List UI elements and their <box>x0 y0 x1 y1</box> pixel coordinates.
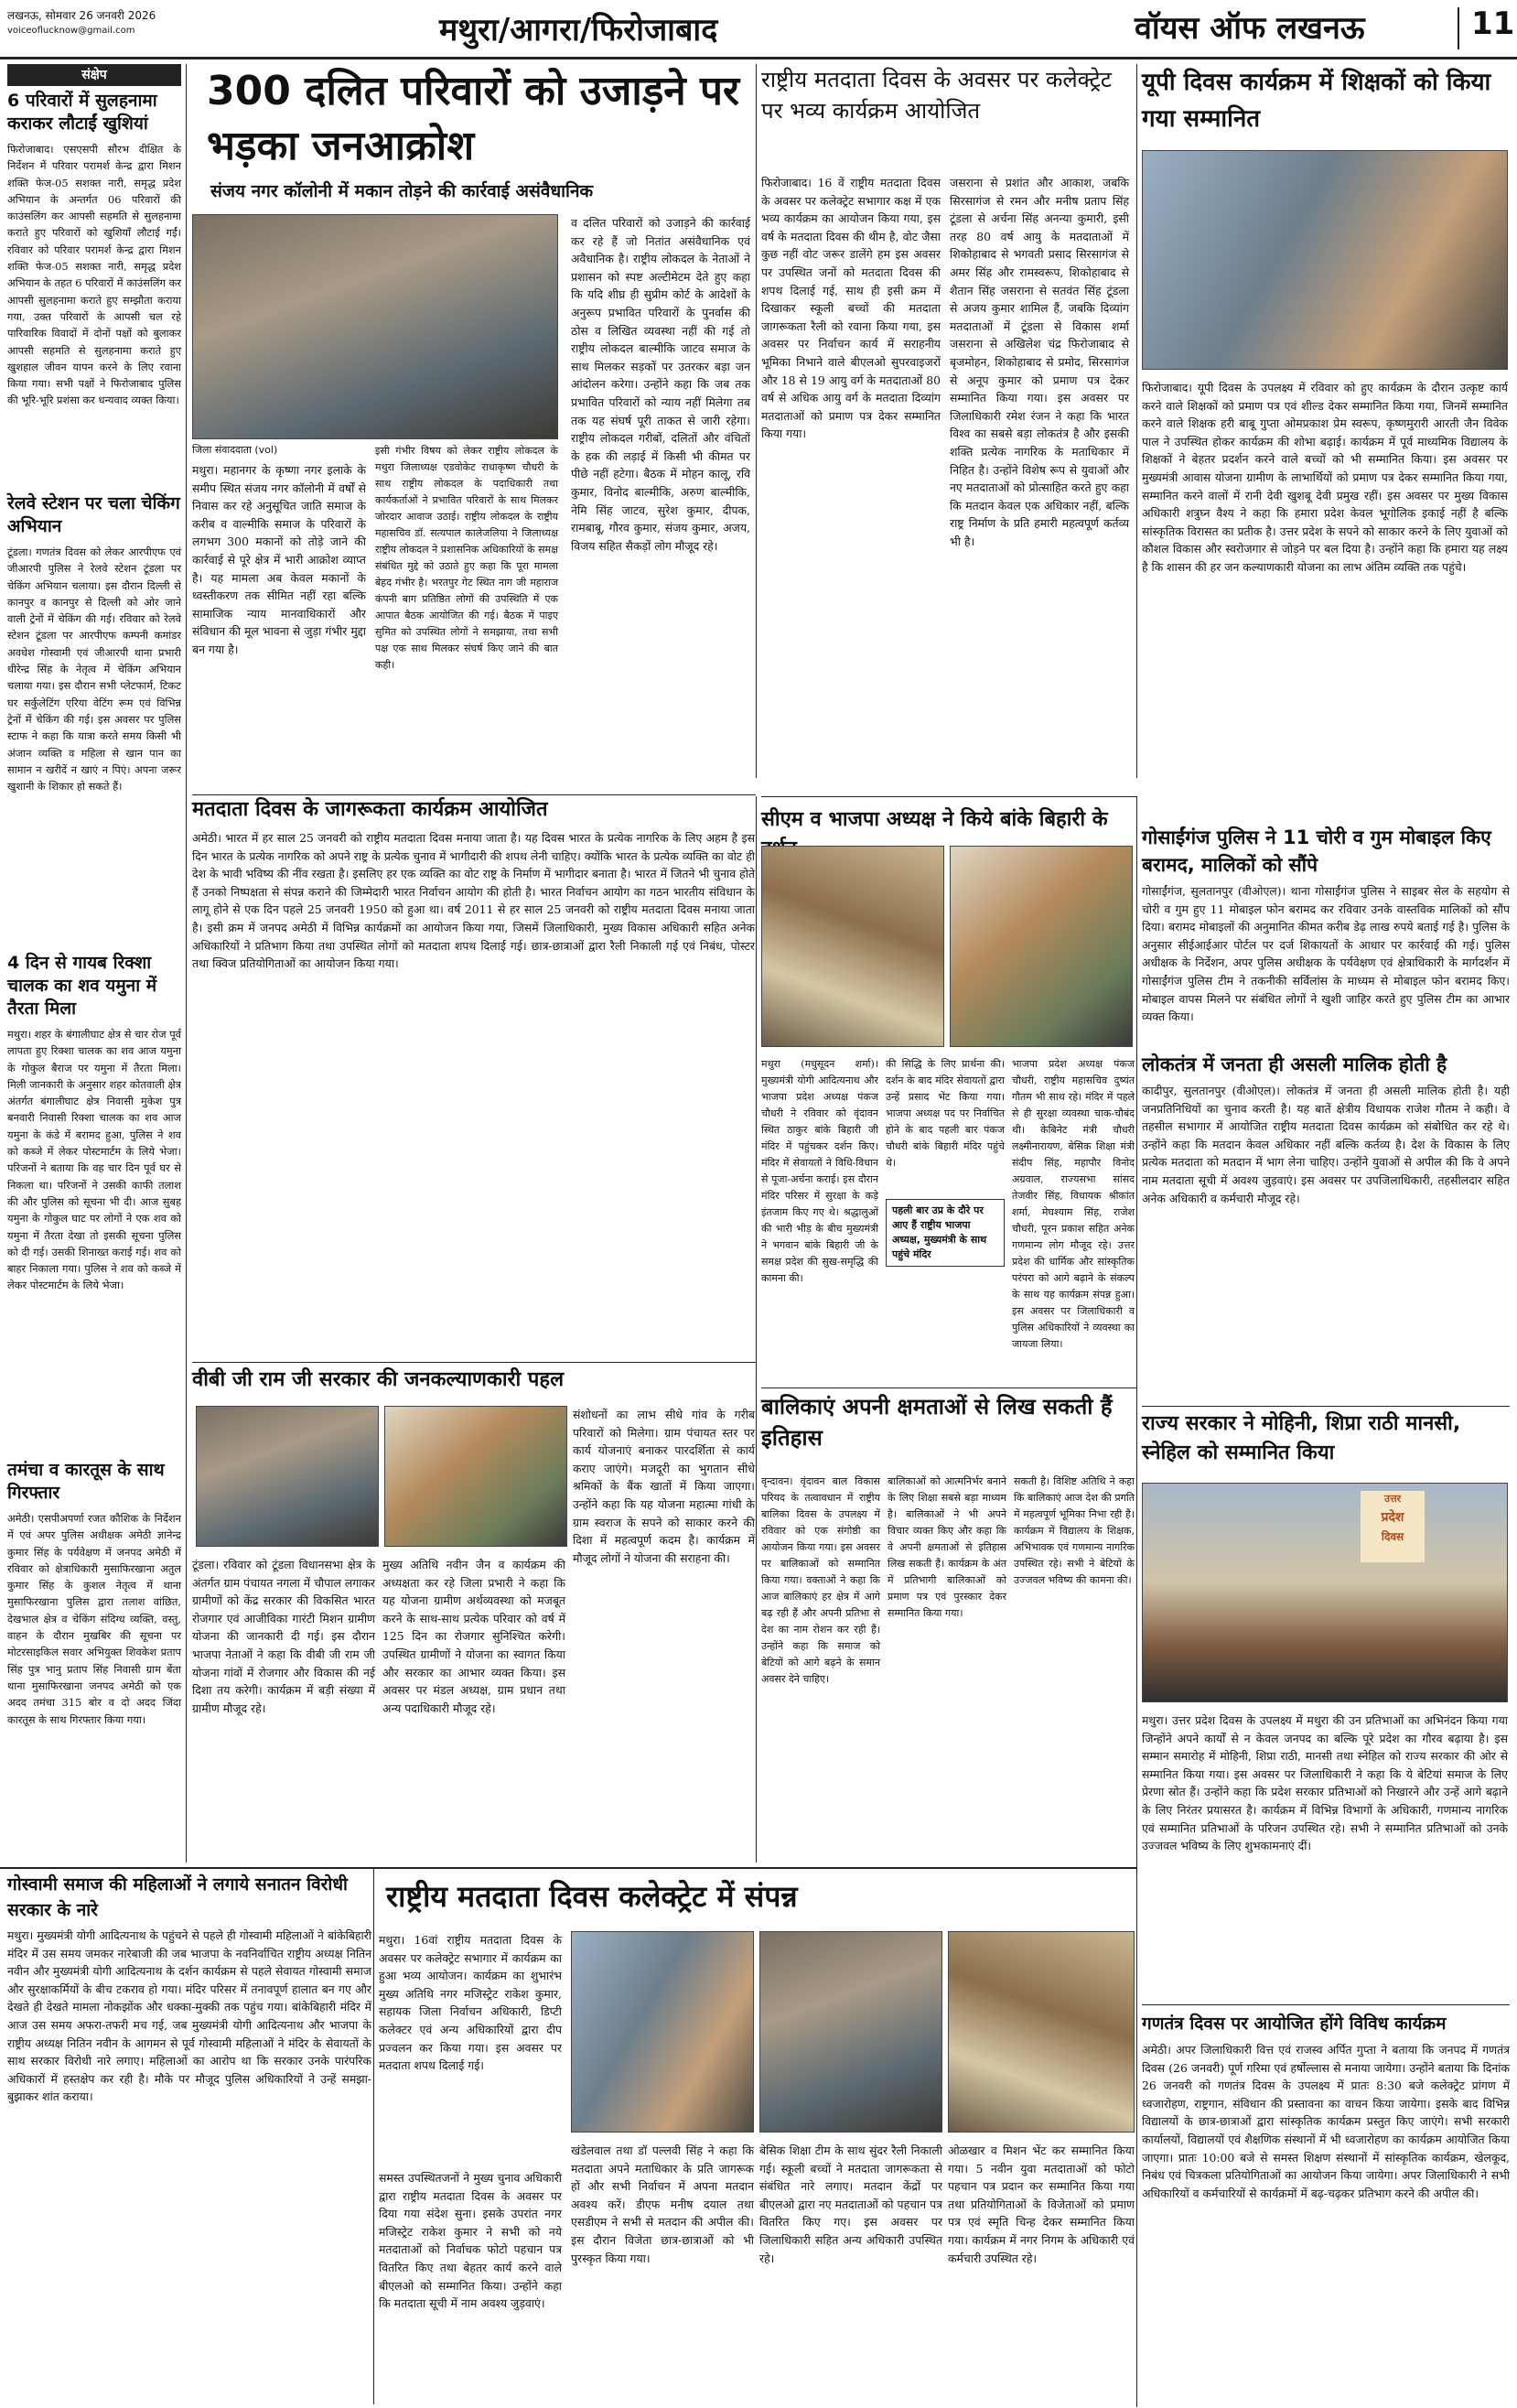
republic-headline: गणतंत्र दिवस पर आयोजित होंगे विविध कार्यक्रम <box>1142 2014 1447 2034</box>
voter-day-1-col-b: जसराना से प्रशांत और आकाश, जबकि सिरसागंज से रमन और मनीष प्रताप सिंह टूंडला से अर्चना सिंह अनन्या कुमारी, इसी तरह 80 वर्ष आयु के मतदाताओं में शिकोहाबाद से भगवती प्रसाद सिरसागंज से अमर सिंह और रामस्वरूप, शिकोहाबाद से शैतान सिंह जसराना से सतवंत सिंह टूंडला से अजय कुमार शामिल हैं, जबकि दिव्यांग मतदाताओं में टूंडला से विकास शर्मा जसराना से अखिलेश चंद्र फिरोजाबाद से बृजमोहन, शिकोहाबाद से प्रमोद, सिरसागंज से अनूप कुमार को प्रमाण पत्र देकर सम्मानित किया गया। इस अवसर पर जिलाधिकारी रमेश रंजन ने कहा कि भारत विश्व का सबसे बड़ा लोकतंत्र है और इसकी शक्ति प्रत्येक नागरिक के मताधिकार में निहित है। उन्होंने विशेष रूप से युवाओं और नए मतदाताओं को प्रोत्साहित करते हुए कहा कि मतदान केवल एक अधिकार नहीं, बल्कि राष्ट्र निर्माण के प्रति हमारी महत्वपूर्ण कर्तव्य भी है। <box>950 176 1129 548</box>
bihari-highlight: पहली बार उप्र के दौरे पर आए हैं राष्ट्रीय भाजपा अध्यक्ष, मुख्यमंत्री के साथ पहुंचे मंदिर <box>886 1199 1005 1267</box>
voter-day-2-photo-1 <box>571 1931 754 2133</box>
voter-day-2 <box>379 1876 1138 2403</box>
goswami-headline: गोस्वामी समाज की महिलाओं ने लगाये सनातन विरोधी सरकार के नारे <box>7 1874 348 1920</box>
girls-col-c: सकती है। विशिष्ट अतिथि ने कहा कि बालिकाएं आज देश की प्रगति में महत्वपूर्ण भूमिका निभा रही हैं। कार्यक्रम में विद्यालय के शिक्षक, अभिभावक एवं गणमान्य नागरिक उपस्थित रहे। सभी ने बेटियों के उज्जवल भविष्य की कामना की। <box>1014 1475 1135 1586</box>
bihari-col-b: की सिद्धि के लिए प्रार्थना की। दर्शन के बाद मंदिर सेवायतों द्वारा उन्हें प्रसाद भेंट किया गया। भाजपा अध्यक्ष पद पर निर्वाचित होने के बाद पहली बार पंकज चौधरी बांके बिहारी मंदिर पहुंचे थे। <box>886 1058 1005 1169</box>
welfare-photo-1 <box>196 1406 379 1547</box>
welfare-col-a: टूंडला। रविवार को टूंडला विधानसभा क्षेत्र के अंतर्गत ग्राम पंचायत नगला में चौपाल लगाकर ग्रामीणों को केंद्र सरकार की विकसित भारत रोजगार एवं आजीविका गारंटी मिशन ग्रामीण योजना की जानकारी दी गई। इस दौरान भाजपा नेताओं ने कहा कि वीबी जी राम जी योजना गांवों में रोजगार और विकास की नई दिशा तय करेगी। कार्यक्रम में बड़ी संख्या में ग्रामीण मौजूद रहे। <box>192 1558 375 1715</box>
republic-body: अमेठी। अपर जिलाधिकारी वित्त एवं राजस्व अर्पित गुप्ता ने बताया कि जनपद में गणतंत्र दिवस (26 जनवरी) पूर्ण गरिमा एवं हर्षोल्लास से मनाया जायेगा। उन्होंने बताया कि दिनांक 26 जनवरी को गणतंत्र दिवस के उपलक्ष्य में प्रातः 8:30 बजे कलेक्ट्रेट प्रांगण में ध्वजारोहण, राष्ट्रगान, संविधान की प्रस्तावना का वाचन किया जायेगा। इसके बाद विभिन्न विद्यालयों के छात्र-छात्राओं द्वारा सांस्कृतिक कार्यक्रम प्रस्तुत किए जाएंगे। सभी सरकारी कार्यालयों, विद्यालयों एवं शैक्षणिक संस्थानों में भी ध्वजारोहण का कार्यक्रम आयोजित किया जाएगा। प्रातः 10:00 बजे से समस्त शिक्षण संस्थानों में सांस्कृतिक कार्यक्रम, खेलकूद, निबंध एवं चित्रकला प्रतियोगिताओं का आयोजन किया जायेगा। अपर जिलाधिकारी ने सभी अधिकारियों व कर्मचारियों से कार्यक्रमों में बढ़-चढ़कर प्रतिभाग करने की अपील की। <box>1142 2043 1510 2200</box>
republic-story <box>1142 2010 1510 2403</box>
brief-2-body: टूंडला। गणतंत्र दिवस को लेकर आरपीएफ एवं जीआरपी पुलिस ने रेलवे स्टेशन टूंडला पर चेकिंग अभियान चलाया। इस दौरान दिल्ली से कानपुर व कानपुर से दिल्ली को ओर जाने वाली ट्रेनों में चेकिंग की गई। रविवार को रेलवे स्टेशन टूंडला पर आरपीएफ कम्पनी कमांडर अवधेश गोस्वामी एवं जीआरपी थाना प्रभारी धीरेन्द्र सिंह के नेतृत्व में चेकिंग अभियान चलाया गया। इस दौरान सभी प्लेटफार्म, टिकट घर सर्कुलेटिंग एरिया वेटिंग रूम एवं विभिन्न ट्रेनों में चेकिंग की गई। इस अवसर पर पुलिस स्टाफ ने कहा कि यात्रा करते समय किसी भी अंजान व्यक्ति व महिला से खान पान का सामान न खरीदें न खाएं न पिएं। अपना जरूर खुशानी के शिकार हो सकते हैं। <box>7 545 181 794</box>
mohini-body: मथुरा। उत्तर प्रदेश दिवस के उपलक्ष्य में मथुरा की उन प्रतिभाओं का अभिनंदन किया गया जिन्होंने अपने कार्यों से न केवल जनपद का बल्कि पूरे प्रदेश का गौरव बढ़ाया है। इस सम्मान समारोह में मोहिनी, शिप्रा राठी, मानसी तथा स्नेहिल को राज्य सरकार की ओर से सम्मानित किया गया। इस अवसर पर जिलाधिकारी ने कहा कि ये बेटियां समाज के लिए प्रेरणा स्रोत हैं। उन्होंने कहा कि प्रदेश सरकार प्रतिभाओं को निखारने और उन्हें आगे बढ़ाने के लिए निरंतर प्रयासरत है। कार्यक्रम में विभिन्न विभागों के अधिकारी, गणमान्य नागरिक एवं सम्मानित प्रतिभाओं के परिजन उपस्थित रहे। सभी ने सम्मानित प्रतिभाओं को उनके उज्जवल भविष्य के लिए शुभकामनाएं दीं। <box>1142 1713 1508 1853</box>
voter-day-2-col-d: बेसिक शिक्षा टीम के साथ सुंदर रैली निकाली गई। स्कूली बच्चों ने मतदाता जागरूकता से संबंधित नारे लगाए। मतदान केंद्रों पर बीएलओ द्वारा नए मतदाताओं को पहचान पत्र वितरित किए गए। इस अवसर पर जिलाधिकारी सहित अन्य अधिकारी उपस्थित रहे। <box>759 2143 942 2265</box>
lead-col-b: मथुरा। महानगर के कृष्णा नगर इलाके के समीप स्थित संजय नगर कॉलोनी में वर्षों से निवास कर रहे अनुसूचित जाति समाज के करीब व वाल्मीकि समाज के परिवारों के लगभग 300 मकानों को तोड़े जाने की कार्रवाई से पूरे क्षेत्र में भारी आक्रोश व्याप्त है। यह मामला अब केवल मकानों के ध्वस्तीकरण तक सीमित नहीं रहा बल्कि सामाजिक न्याय मानवाधिकारों और संविधान की मूल भावना से जुड़ा गंभीर मुद्दा बन गया है। <box>192 463 366 656</box>
bihari-story <box>761 805 1135 1391</box>
voter-day-2-col-a: मथुरा। 16वां राष्ट्रीय मतदाता दिवस के अवसर पर कलेक्ट्रेट सभागार में कार्यक्रम का हुआ भव्य आयोजन। कार्यक्रम का शुभारंभ मुख्य अतिथि नगर मजिस्ट्रेट राकेश कुमार, सहायक जिला निर्वाचन अधिकारी, डिप्टी कलेक्टर एवं अन्य अधिकारियों द्वारा दीप प्रज्वलन कर किया गया। इस अवसर पर मतदाता शपथ दिलाई गई। <box>379 1933 562 2073</box>
brief-3 <box>7 952 181 1446</box>
voter-day-2-col-e: ओळखार व मिशन भेंट कर सम्मानित किया गया। 5 नवीन युवा मतदाताओं को फोटो पहचान पत्र प्रदान कर सम्मानित किया गया तथा प्रतियोगिताओं के विजेताओं को प्रमाण पत्र एवं स्मृति चिन्ह देकर सम्मानित किया गया। कार्यक्रम में नगर निगम के अधिकारी एवं कर्मचारी उपस्थित रहे। <box>948 2143 1135 2265</box>
page-number: 11 <box>1471 5 1515 42</box>
goswami-body: मथुरा। मुख्यमंत्री योगी आदित्यनाथ के पहुंचने से पहले ही गोस्वामी महिलाओं ने बांकेबिहारी मंदिर में उस समय जमकर नारेबाजी की जब भाजपा के नवनिर्वाचित राष्ट्रीय अध्यक्ष नितिन नवीन और मुख्यमंत्री योगी आदित्यनाथ के दर्शन कार्यक्रम से पहले सेवायत गोस्वामी समाज और सुरक्षाकर्मियों के बीच टकराव हो गया। मंदिर परिसर में तनावपूर्ण हालात बन गए और देखते ही देखते मामला नोकझोंक और धक्का-मुक्की तक पहुंच गया। बांकेबिहारी मंदिर में आज उस समय अफरा-तफरी मच गई, जब मुख्यमंत्री योगी आदित्यनाथ और भाजपा के राष्ट्रीय अध्यक्ष नितिन नवीन के आगमन से पूर्व गोस्वामी महिलाओं ने मंदिर के सेवायतों के साथ सरकार विरोधी नारे लगाए। महिलाओं का आरोप था कि सरकार उनके पारंपरिक अधिकारों में हस्तक्षेप कर रही है। मौके पर मौजूद पुलिस अधिकारियों ने उन्हें समझा-बुझाकर शांत कराया। <box>7 1928 371 2104</box>
goswami-story <box>7 1872 371 2403</box>
awareness-headline: मतदाता दिवस के जागरूकता कार्यक्रम आयोजित <box>192 798 548 821</box>
police-story <box>1142 824 1510 1043</box>
teachers-story <box>1142 64 1510 824</box>
voter-day-1-headline: राष्ट्रीय मतदाता दिवस के अवसर पर कलेक्ट्रेट पर भव्य कार्यक्रम आयोजित <box>761 67 1112 124</box>
voter-day-2-photo-2 <box>759 1931 942 2133</box>
section-title: मथुरा/आगरा/फिरोजाबाद <box>439 12 718 49</box>
democracy-story <box>1142 1051 1510 1398</box>
girls-col-a: वृन्दावन। वृंदावन बाल विकास परियद के तत्वावधान में राष्ट्रीय बालिका दिवस के उपलक्ष्य में रविवार को एक संगोष्ठी का आयोजन किया गया। इस अवसर पर बालिकाओं को सम्मानित किया गया। वक्ताओं ने कहा कि आज बालिकाएं हर क्षेत्र में आगे बढ़ रही हैं और अपनी प्रतिभा से देश का नाम रोशन कर रही हैं। उन्होंने कहा कि समाज को बेटियों को आगे बढ़ने के समान अवसर देने चाहिए। <box>761 1475 880 1685</box>
lead-col-a: इसी गंभीर विषय को लेकर राष्ट्रीय लोकदल के मथुरा जिलाध्यक्ष एडवोकेट राधाकृष्ण चौधरी के साथ राष्ट्रीय लोकदल के पदाधिकारी तथा कार्यकर्ताओं ने प्रभावित परिवारों के साथ मिलकर जोरदार आवाज उठाई। राष्ट्रीय लोकदल के राष्ट्रीय महासचिव डॉ. सत्यपाल कालेजलिया ने जिलाध्यक्ष राष्ट्रीय लोकदल ने प्रशासनिक अधिकारियों के समक्ष संबंधित मुद्दे को उठाते हुए कहा कि पूरा मामला बेहद गंभीर है। भरतपुर गेट स्थित नाग जी महाराज कंपनी बाग प्रतिष्ठित लोगों की उपस्थिति में एक आपात बैठक आयोजित की गई। बैठक में पाइए सुमित को उपस्थित लोगों ने समझाया, तथा सभी पक्ष एक साथ मिलकर संघर्ष किए जाने की बात कही। <box>375 445 558 671</box>
brief-3-headline: 4 दिन से गायब रिक्शा चालक का शव यमुना में तैरता मिला <box>7 953 157 1019</box>
police-headline: गोसाईंगंज पुलिस ने 11 चोरी व गुम मोबाइल किए बरामद, मालिकों को सौंपे <box>1142 826 1491 876</box>
welfare-photo-2 <box>384 1406 567 1547</box>
girls-story <box>761 1391 1135 1840</box>
date-line: लखनऊ, सोमवार 26 जनवरी 2026 <box>7 9 156 22</box>
awareness-story <box>192 796 755 1355</box>
brief-1 <box>7 90 181 485</box>
democracy-headline: लोकतंत्र में जनता ही असली मालिक होती है <box>1142 1053 1447 1075</box>
voter-day-2-photo-3 <box>948 1931 1135 2133</box>
lead-photo-caption: जिला संवाददाता (vol) <box>192 444 278 456</box>
lead-subhead: संजय नगर कॉलोनी में मकान तोड़ने की कार्रवाई असंवैधानिक <box>210 181 594 201</box>
lead-headline: 300 दलित परिवारों को उजाड़ने पर भड़का जनआक्रोश <box>207 68 740 169</box>
bihari-photo-2 <box>950 846 1133 1047</box>
voter-day-1 <box>761 64 1132 778</box>
voter-day-2-headline: राष्ट्रीय मतदाता दिवस कलेक्ट्रेट में संपन्न <box>386 1879 798 1914</box>
mohini-headline: राज्य सरकार ने मोहिनी, शिप्रा राठी मानसी, स्नेहिल को सम्मानित किया <box>1142 1412 1461 1464</box>
girls-headline: बालिकाएं अपनी क्षमताओं से लिख सकती हैं इतिहास <box>761 1394 1113 1451</box>
girls-col-b: बालिकाओं को आत्मनिर्भर बनाने के लिए शिक्षा सबसे बड़ा माध्यम है। बालिकाओं ने भी अपने विचार व्यक्त किए और कहा कि वे अपनी क्षमताओं से इतिहास लिख सकती हैं। कार्यक्रम के अंत में प्रतिभागी बालिकाओं को प्रमाण पत्र एवं पुरस्कार देकर सम्मानित किया गया। <box>888 1475 1006 1619</box>
bihari-headline: सीएम व भाजपा अध्यक्ष ने किये बांके बिहारी के <box>761 808 1108 831</box>
lead-col-c: व दलित परिवारों को उजाड़ने की कार्रवाई कर रहे हैं जो नितांत असंवैधानिक एवं अवैधानिक है। राष्ट्रीय लोकदल के नेताओं ने प्रशासन को स्पष्ट अल्टीमेटम देते हुए कहा कि यदि शीघ्र ही सुप्रीम कोर्ट के आदेशों के अनुरूप प्रभावित परिवारों के पुनर्वास की ठोस व लिखित व्यवस्था नहीं की गई तो राष्ट्रीय लोकदल बाल्मीकि जाटव समाज के साथ मिलकर सड़कों पर उतरकर बड़ा जन आंदोलन करेगा। उन्होंने कहा कि जब तक प्रभावित परिवारों को न्याय नहीं मिलेगा तब तक यह संघर्ष पूरी ताकत से जारी रहेगा। राष्ट्रीय लोकदल गरीबों, दलितों और वंचितों के हक की लड़ाई में किसी भी कीमत पर पीछे नहीं हटेगा। बैठक में मोहन कालू, रवि कुमार, विनोद बाल्मीकि, अरुण बाल्मीकि, नेमि सिंह जाटव, सुरेश कुमार, दीपक, रामबाबू, गौरव कुमार, संजय कुमार, अजय, विजय सहित सैकड़ों लोग मौजूद रहे। <box>571 216 750 553</box>
lead-story <box>192 64 750 796</box>
teachers-body: फिरोजाबाद। यूपी दिवस के उपलक्ष्य में रविवार को हुए कार्यक्रम के दौरान उत्कृष्ट कार्य करने वाले शिक्षकों को प्रमाण पत्र एवं शील्ड देकर सम्मानित किया गया, जिनमें सम्मानित करने वाले शिक्षक हरी बाबू गुप्ता ओमप्रकाश प्रेम स्वरूप, कृष्णमुरारी आरती जैन विवेक पाल ने उपस्थित होकर कार्यक्रम की शोभा बढ़ाई। कार्यक्रम में पूर्व माध्यमिक विद्यालय के शिक्षकों ने बेहतर प्रदर्शन करने वाले बच्चों को भी सम्मानित किया। इस अवसर पर मुख्यमंत्री आवास योजना ग्रामीण के लाभार्थियों को प्रमाण पत्र देकर सम्मानित किया गया, सम्मानित करने वालों में रानी देवी खुशबू देवी प्रमुख रहीं। इस अवसर पर मुख्य विकास अधिकारी शत्रुघ्न वैश्य ने कहा कि हमारा प्रदेश केवल भूगोलिक इकाई नहीं है बल्कि सांस्कृतिक विरासत का प्रतीक है। उत्तर प्रदेश के सपने को साकार करने के लिए युवाओं को कौशल विकास और स्वरोजगार से जोड़ने पर बल दिया है। उन्होंने कहा कि हमारा यह लक्ष्य है कि शासन की हर जन कल्याणकारी योजना का लाभ अंतिम व्यक्ति तक पहुंचे। <box>1142 381 1508 574</box>
democracy-body: कादीपुर, सुलतानपुर (वीओएल)। लोकतंत्र में जनता ही असली मालिक होती है। यही जनप्रतिनिधियों का चुनाव करती है। यह बातें क्षेत्रीय विधायक राजेश गौतम ने कही। वे तहसील सभागार में आयोजित राष्ट्रीय मतदाता दिवस कार्यक्रम को संबोधित कर रहे थे। उन्होंने कहा कि मतदान केवल अधिकार नहीं बल्कि कर्तव्य है। देश के विकास के लिए प्रत्येक मतदाता को मतदान में भाग लेना चाहिए। उन्होंने युवाओं से अपील की कि वे अपने नाम मतदाता सूची में अवश्य जुड़वाएं। इस अवसर पर उपजिलाधिकारी, तहसीलदार सहित अनेक अधिकारी व कर्मचारी मौजूद रहे। <box>1142 1084 1510 1205</box>
up-diwas-banner: उत्तर प्रदेश दिवस <box>1361 1491 1425 1562</box>
mohini-story <box>1142 1409 1510 1995</box>
police-body: गोसाईंगंज, सुलतानपुर (वीओएल)। थाना गोसाईंगंज पुलिस ने साइबर सेल के सहयोग से चोरी व गुम हुए 11 मोबाइल फोन बरामद कर रविवार उनके वास्तविक मालिकों को सौंप दिया। बरामद मोबाइलों की अनुमानित कीमत करीब डेढ़ लाख रुपये बताई गई है। पुलिस के अनुसार सीईआईआर पोर्टल पर दर्ज शिकायतों के आधार पर कार्रवाई की गई। पुलिस अधीक्षक के निर्देशन, अपर पुलिस अधीक्षक के पर्यवेक्षण एवं क्षेत्राधिकारी के मार्गदर्शन में गोसाईंगंज पुलिस टीम ने तकनीकी सर्विलांस के माध्यम से मोबाइल फोन बरामद किए। मोबाइल वापस मिलने पर संबंधित लोगों ने खुशी जाहिर करते हुए पुलिस टीम का आभार व्यक्त किया। <box>1142 884 1510 1024</box>
masthead-rule <box>0 57 1517 59</box>
teachers-photo <box>1142 150 1508 370</box>
brief-4 <box>7 1459 181 1862</box>
welfare-headline: वीबी जी राम जी सरकार की जनकल्याणकारी पहल <box>192 1368 564 1391</box>
lead-photo <box>192 214 558 439</box>
website: voiceoflucknow@gmail.com <box>7 26 135 36</box>
welfare-story <box>192 1366 755 1823</box>
paper-name: वॉयस ऑफ लखनऊ <box>1135 10 1365 47</box>
brief-4-headline: तमंचा व कारतूस के साथ गिरफ्तार <box>7 1460 165 1503</box>
awareness-body: अमेठी। भारत में हर साल 25 जनवरी को राष्ट्रीय मतदाता दिवस मनाया जाता है। यह दिवस भारत के प्रत्येक नागरिक के लिए अहम है इस दिन भारत के प्रत्येक नागरिक को अपने राष्ट्र के प्रत्येक चुनाव में भागीदारी की शपथ लेनी चाहिए। क्योंकि भारत के प्रत्येक व्यक्ति का वोट ही देश के भावी भविष्य की नींव रखता है। इसलिए हर एक व्यक्ति का वोट राष्ट्र के निर्माण में भागीदार बनाता है। भारत में जितने भी चुनाव होते हैं उनको निष्पक्षता से संपन्न कराने की जिम्मेदारी भारत निर्वाचन आयोग की होती है। भारत निर्वाचन आयोग का गठन भारतीय संविधान के लागू होने से एक दिन पहले 25 जनवरी 1950 को हुआ था। वर्ष 2011 से हर साल 25 जनवरी को राष्ट्रीय मतदाता दिवस मनाया जाता है। इसी क्रम में जनपद अमेठी में विभिन्न कार्यक्रमों का आयोजन किया गया, जिसमें जिलाधिकारी, मुख्य विकास अधिकारी सहित अनेक अधिकारियों ने प्रतिभाग किया तथा उपस्थित लोगों को मतदाता शपथ दिलाई गई। छात्र-छात्राओं द्वारा रैली निकाली गई एवं निबंध, पोस्टर तथा क्विज प्रतियोगिताओं का आयोजन किया गया। <box>192 831 755 971</box>
voter-day-1-col-a: फिरोजाबाद। 16 वें राष्ट्रीय मतदाता दिवस के अवसर पर कलेक्ट्रेट सभागार कक्ष में एक भव्य कार्यक्रम का आयोजन किया गया, इस वर्ष के मतदाता दिवस की थीम है, वोट जैसा कुछ नहीं वोट जरूर डालेंगे हम इस अवसर पर उपस्थित जनों को मतदाता दिवस की शपथ दिलाई गई, साथ ही इसी क्रम में दिखाकर स्कूली बच्चों की मतदाता जागरूकता रैली को रवाना किया गया, इस अवसर पर निर्वाचन कार्य में सराहनीय भूमिका निभाने वाले बीएलओ सुपरवाइजरों और 18 से 19 आयु वर्ग के मतदाताओं 80 वर्ष से अधिक आयु वर्ग के मतदाता दिव्यांग मतदाताओं को प्रमाण पत्र देकर सम्मानित किया गया। <box>761 176 941 441</box>
brief-2 <box>7 492 181 950</box>
welfare-col-c: संशोधनों का लाभ सीधे गांव के गरीब परिवारों को मिलेगा। ग्राम पंचायत स्तर पर कार्य योजनाएं बनाकर पारदर्शिता से कार्य कराए जाएंगे। मजदूरी का भुगतान सीधे श्रमिकों के बैंक खातों में किया जाएगा। उन्होंने कहा कि यह योजना महात्मा गांधी के ग्राम स्वराज के सपने को साकार करने की दिशा में महत्वपूर्ण कदम है। कार्यक्रम में मौजूद लोगों ने योजना की सराहना की। <box>573 1408 755 1565</box>
bihari-col-a: मथुरा (मधुसूदन शर्मा)। मुख्यमंत्री योगी आदित्यनाथ और भाजपा प्रदेश अध्यक्ष पंकज चौधरी ने रविवार को वृंदावन स्थित ठाकुर बांके बिहारी जी मंदिर में पहुंचकर दर्शन किए। मंदिर में सेवायतों ने विधि-विधान से पूजा-अर्चना कराई। इस दौरान मंदिर परिसर में सुरक्षा के कड़े इंतजाम किए गए थे। श्रद्धालुओं की भारी भीड़ के बीच मुख्यमंत्री ने भगवान बांके बिहारी जी के समक्ष प्रदेश की सुख-समृद्धि की कामना की। <box>761 1058 878 1284</box>
bihari-photo-1 <box>761 846 944 1047</box>
voter-day-2-col-c: खंडेलवाल तथा डॉ पल्लवी सिंह ने कहा कि मतदाता अपने मताधिकार के प्रति जागरूक हों और सभी निर्वाचन में अपना मतदान अवश्य करें। डीएफ मनीष दयाल तथा एसडीएम ने सभी से मतदान की अपील की। इस दौरान विजेता छात्र-छात्राओं को भी पुरस्कृत किया गया। <box>571 2143 754 2265</box>
sidebar-label: संक्षेप <box>7 64 181 86</box>
brief-4-body: अमेठी। एसपीअपर्णा रजत कौशिक के निर्देशन में एवं अपर पुलिस अधीक्षक अमेठी ज्ञानेन्द्र कुमार सिंह के पर्यवेक्षण में जनपद अमेठी में रविवार को क्षेत्राधिकारी मुसाफिरखाना अतुल कुमार सिंह के कुशल नेतृत्व में थाना मुसाफिरखाना पुलिस द्वारा तलाश वांछित, देखभाल क्षेत्र व चेकिंग संदिग्ध व्यक्ति, वस्तु, वाहन के दौरान मुखबिर की सूचना पर मोटरसाइकिल सवार अभियुक्त शिवकेश प्रताप सिंह पुत्र भानु प्रताप सिंह निवासी ग्राम बेंता थाना मुसाफिरखाना जनपद अमेठी को एक अदद तमंचा 315 बोर व दो अदद जिंदा कारतूस के साथ गिरफ्तार किया गया। <box>7 1512 181 1726</box>
masthead <box>0 0 1517 57</box>
voter-day-2-col-b: समस्त उपस्थितजनों ने मुख्य चुनाव अधिकारी द्वारा राष्ट्रीय मतदाता दिवस के अवसर पर दिया गया संदेश सुना। इसके उपरांत नगर मजिस्ट्रेट राकेश कुमार ने सभी को नये मतदाताओं को निर्वाचक फोटो पहचान पत्र वितरित किए तथा बेहतर कार्य करने वाले बीएलओ को सम्मानित किया। उन्होंने कहा कि मतदाता सूची में नाम अवश्य जुड़वाएं। <box>379 2171 562 2311</box>
brief-3-body: मथुरा। शहर के बंगालीघाट क्षेत्र से चार रोज पूर्व लापता हुए रिक्शा चालक का शव आज यमुना के गोकुल बैराज पर यमुना में तैरता मिला। मिली जानकारी के अनुसार शहर कोतवाली क्षेत्र अंतर्गत बंगालीघाट क्षेत्र निवासी मुकेश पुत्र बनवारी निवासी रिक्शा चालक का शव आज यमुना के कंडे में बरामद हुआ, पुलिस ने शव को कब्जे में लेकर पोस्टमार्टम के लिये भेजा। परिजनों ने बताया कि वह चार दिन पूर्व घर से निकला था। परिजनों ने उसकी काफी तलाश की और पुलिस को सूचना भी दी। आज सुबह यमुना के गोकुल घाट पर लोगों ने एक शव को यमुना में तैरता देखा तो इसकी सूचना पुलिस को दी गई। उसकी शिनाख्त कराई गई। शव को बाहर निकाला गया। पुलिस ने शव को कब्जे में लेकर पोस्टमार्टम के लिये भेजा। <box>7 1028 182 1292</box>
mohini-photo <box>1142 1483 1508 1702</box>
welfare-col-b: मुख्य अतिथि नवीन जैन व कार्यक्रम की अध्यक्षता कर रहे जिला प्रभारी ने कहा कि यह योजना ग्रामीण अर्थव्यवस्था को मजबूत करने के साथ-साथ प्रत्येक परिवार को वर्ष में 125 दिन का रोजगार सुनिश्चित करेगी। उपस्थित ग्रामीणों ने योजना का स्वागत किया और सरकार का आभार व्यक्त किया। इस अवसर पर मंडल अध्यक्ष, ग्राम प्रधान तथा अन्य पदाधिकारी मौजूद रहे। <box>382 1558 565 1715</box>
bihari-col-c: भाजपा प्रदेश अध्यक्ष पंकज चौधरी, राष्ट्रीय महासचिव दुष्यंत गौतम भी साथ रहे। मंदिर में पहले से ही सुरक्षा व्यवस्था चाक-चौबंद थी। केबिनेट मंत्री चौधरी लक्ष्मीनारायण, बेसिक शिक्षा मंत्री संदीप सिंह, महापौर विनोद अग्रवाल, राज्यसभा सांसद तेजवीर सिंह, विधायक श्रीकांत शर्मा, मेघश्याम सिंह, राजेश चौधरी, पूरन प्रकाश सहित अनेक गणमान्य लोग मौजूद रहे। उत्तर प्रदेश की धार्मिक और सांस्कृतिक परंपरा को आगे बढ़ाने के संकल्प के साथ यह कार्यक्रम संपन्न हुआ। इस अवसर पर जिलाधिकारी व पुलिस अधिकारियों ने व्यवस्था का जायजा लिया। <box>1012 1058 1135 1350</box>
teachers-headline: यूपी दिवस कार्यक्रम में शिक्षकों को किया गया सम्मानित <box>1142 69 1491 133</box>
brief-2-headline: रेलवे स्टेशन पर चला चेकिंग अभियान <box>7 493 180 536</box>
brief-1-body: फिरोजाबाद। एसएसपी सौरभ दीक्षित के निर्देशन में परिवार परामर्श केन्द्र द्वारा मिशन शक्ति फेज-05 सशक्त नारी, समृद्ध प्रदेश अभियान के अन्तर्गत 06 परिवारों की काउंसलिंग कर आपसी सहमति से सुलहनामा कराते हुए परिवारों को खुशियाँ लौटाई गईं। रविवार को परिवार परामर्श केन्द्र द्वारा मिशन शक्ति फेज-05 सशक्त नारी, समृद्ध प्रदेश अभियान के तहत 6 परिवारों में काउंसलिंग कर आपसी सुलहनामा कराते हुए सम्झौता कराया गया, उक्त परिवारों के आपसी चल रहे पारिवारिक विवादों में दोनों पक्षों को बुलाकर आपसी सहमति से सुलहनामा कराते हुए खुशहाल जीवन यापन करने के लिए रवाना किया गया। सभी पक्षों ने फिरोजाबाद पुलिस की भूरि-भूरि प्रशंसा कर धन्यवाद व्यक्त किया। <box>7 143 181 407</box>
brief-1-headline: 6 परिवारों में सुलहनामा कराकर लौटाईं खुशियां <box>7 91 157 134</box>
